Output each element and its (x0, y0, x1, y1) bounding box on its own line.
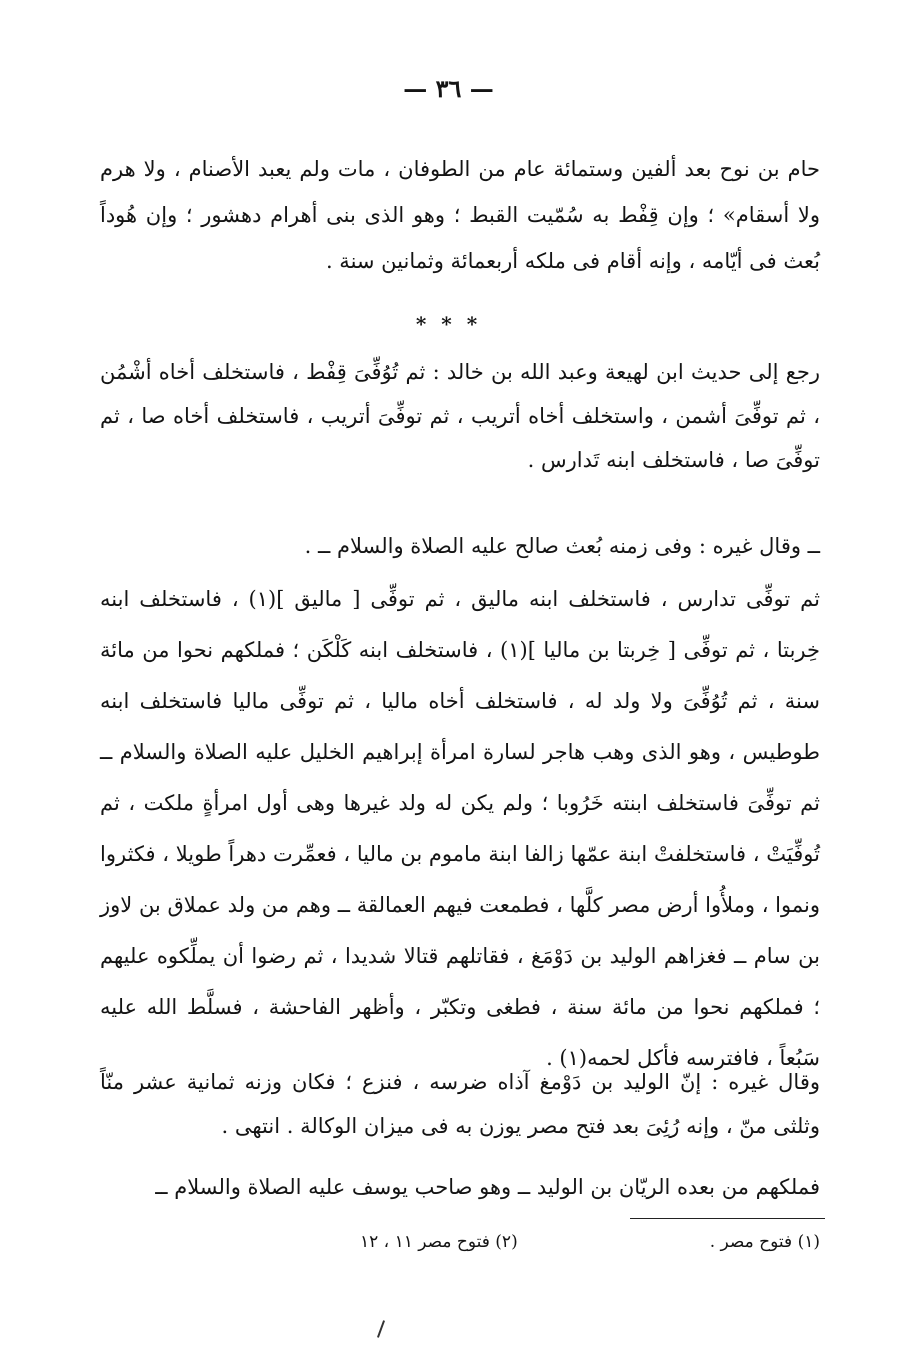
footnote-divider (630, 1218, 825, 1219)
paragraph-6: فملكهم من بعده الريّان بن الوليد ــ وهو صاحب يوسف عليه الصلاة والسلام ــ (155, 1175, 820, 1199)
footnote-2: (٢) فتوح مصر ١١ ، ١٢ (360, 1232, 518, 1252)
section-separator: * * * (415, 312, 482, 336)
footnote-1: (١) فتوح مصر . (709, 1232, 820, 1252)
paragraph-1: حام بن نوح بعد ألفين وستمائة عام من الطوفان ، مات ولم يعبد الأصنام ، ولا هرم ولا أسقام» ؛ وإن قِفْط به سُمّيت القبط ؛ وهو الذى بنى أهرام دهشور ؛ وإن هُوداً بُعث فى أيّامه ، وإنه أقام فى ملكه أربعمائة وثمانين سنة . (100, 157, 820, 273)
paragraph-3: ــ وقال غيره : وفى زمنه بُعث صالح عليه الصلاة والسلام ــ . (304, 534, 820, 558)
footnotes (360, 1232, 820, 1252)
paragraph-2: رجع إلى حديث ابن لهيعة وعبد الله بن خالد : ثم تُوُفِّىَ قِفْط ، فاستخلف أخاه أشْمُن ، ثم توفِّىَ أشمن ، واستخلف أخاه أتريب ، ثم توفِّىَ أتريب ، فاستخلف أخاه صا ، ثم توفِّىَ صا ، فاستخلف ابنه تَدارس . (100, 360, 820, 472)
paragraph-5: وقال غيره : إنّ الوليد بن دَوْمغ آذاه ضرسه ، فنزع ؛ فكان وزنه ثمانية عشر منّاً وثلثى منّ ، وإنه رُئِىَ بعد فتح مصر يوزن به فى ميزان الوكالة . انتهى . (100, 1070, 820, 1138)
paragraph-4: ثم توفِّى تدارس ، فاستخلف ابنه ماليق ، ثم توفِّى [ ماليق ](١) ، فاستخلف ابنه خِربتا ، ثم توفِّى [ خِربتا بن ماليا ](١) ، فاستخلف ابنه كَلْكَن ؛ فملكهم نحوا من مائة سنة ، ثم تُوُفِّىَ ولا ولد له ، فاستخلف أخاه ماليا ، ثم توفِّى ماليا فاستخلف ابنه طوطيس ، وهو الذى وهب هاجر لسارة امرأة إبراهيم الخليل عليه الصلاة والسلام ــ ثم توفِّىَ فاستخلف ابنته خَرُوبا ؛ ولم يكن له ولد غيرها وهى أول امرأةٍ ملكت ، ثم تُوفِّيَتْ ، فاستخلفتْ ابنة عمّها زالفا ابنة ماموم بن ماليا ، فعمِّرت دهراً طويلا ، فكثروا ونموا ، وملأُوا أرض مصر كلَّها ، فطمعت فيهم العمالقة ــ وهم من ولد عملاق بن لاوز بن سام ــ فغزاهم الوليد بن دَوْمَغ ، فقاتلهم قتالا شديدا ، ثم رضوا أن يملِّكوه عليهم ؛ فملكهم نحوا من مائة سنة ، فطغى وتكبّر ، وأظهر الفاحشة ، فسلَّط الله عليه سَبُعاً ، فافترسه فأكل لحمه(١) . (100, 587, 820, 1070)
page-number: — ٣٦ — (403, 74, 494, 103)
scan-mark (377, 1320, 385, 1338)
